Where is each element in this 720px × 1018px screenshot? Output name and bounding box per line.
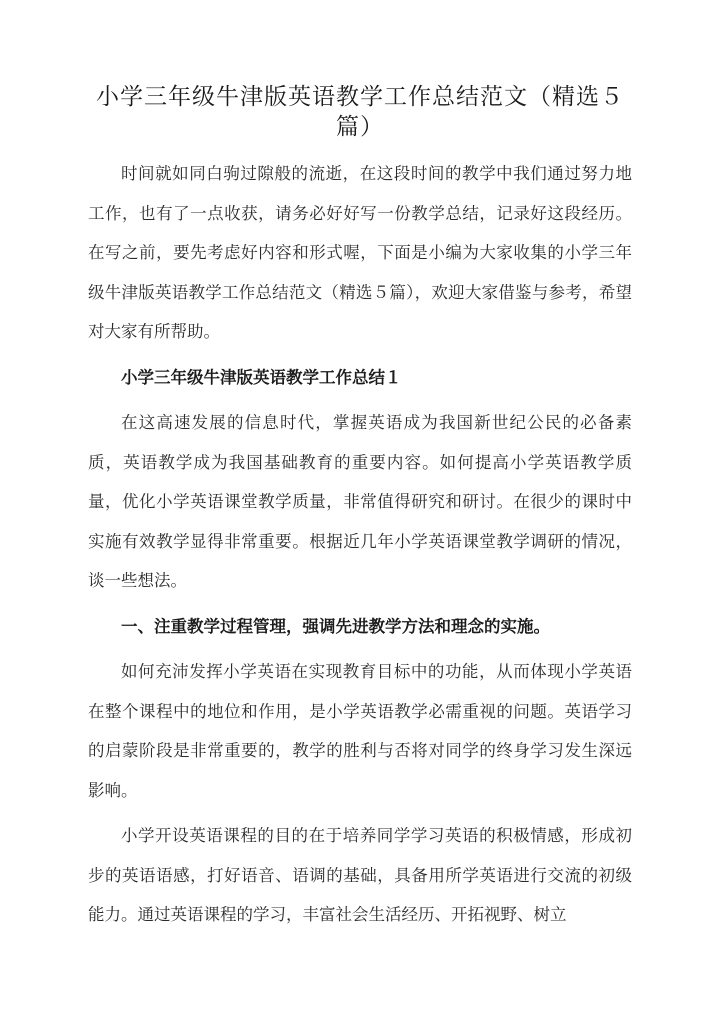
subheading: 一、注重教学过程管理，强调先进教学方法和理念的实施。 bbox=[121, 616, 550, 636]
section-title: 小学三年级牛津版英语教学工作总结１ bbox=[121, 367, 402, 387]
body-paragraph-3: 小学开设英语课程的目的在于培养同学学习英语的积极情感，形成初步的英语语感，打好语音、语调的基础，具备用所学英语进行交流的初级能力。通过英语课程的学习，丰富社会生活经历、开拓视野、树立 bbox=[88, 826, 632, 924]
body-paragraph-2: 如何充沛发挥小学英语在实现教育目标中的功能，从而体现小学英语在整个课程中的地位和作用，是小学英语教学必需重视的问题。英语学习的启蒙阶段是非常重要的，教学的胜利与否将对同学的终身学习发生深远影响。 bbox=[88, 662, 632, 800]
intro-paragraph: 时间就如同白驹过隙般的流逝，在这段时间的教学中我们通过努力地工作，也有了一点收获，请务必好好写一份教学总结，记录好这段经历。在写之前，要先考虑好内容和形式喔，下面是小编为大家收集的小学三年级牛津版英语教学工作总结范文（精选５篇），欢迎大家借鉴与参考，希望对大家有所帮助。 bbox=[88, 164, 632, 341]
document-title: 小学三年级牛津版英语教学工作总结范文（精选５篇） bbox=[96, 84, 624, 140]
title-spacer bbox=[88, 142, 632, 154]
section-paragraph: 在这高速发展的信息时代，掌握英语成为我国新世纪公民的必备素质，英语教学成为我国基础教育的重要内容。如何提高小学英语教学质量，优化小学英语课堂教学质量，非常值得研究和研讨。在很少的课时中实施有效教学显得非常重要。根据近几年小学英语课堂教学调研的情况，谈一些想法。 bbox=[88, 413, 632, 590]
